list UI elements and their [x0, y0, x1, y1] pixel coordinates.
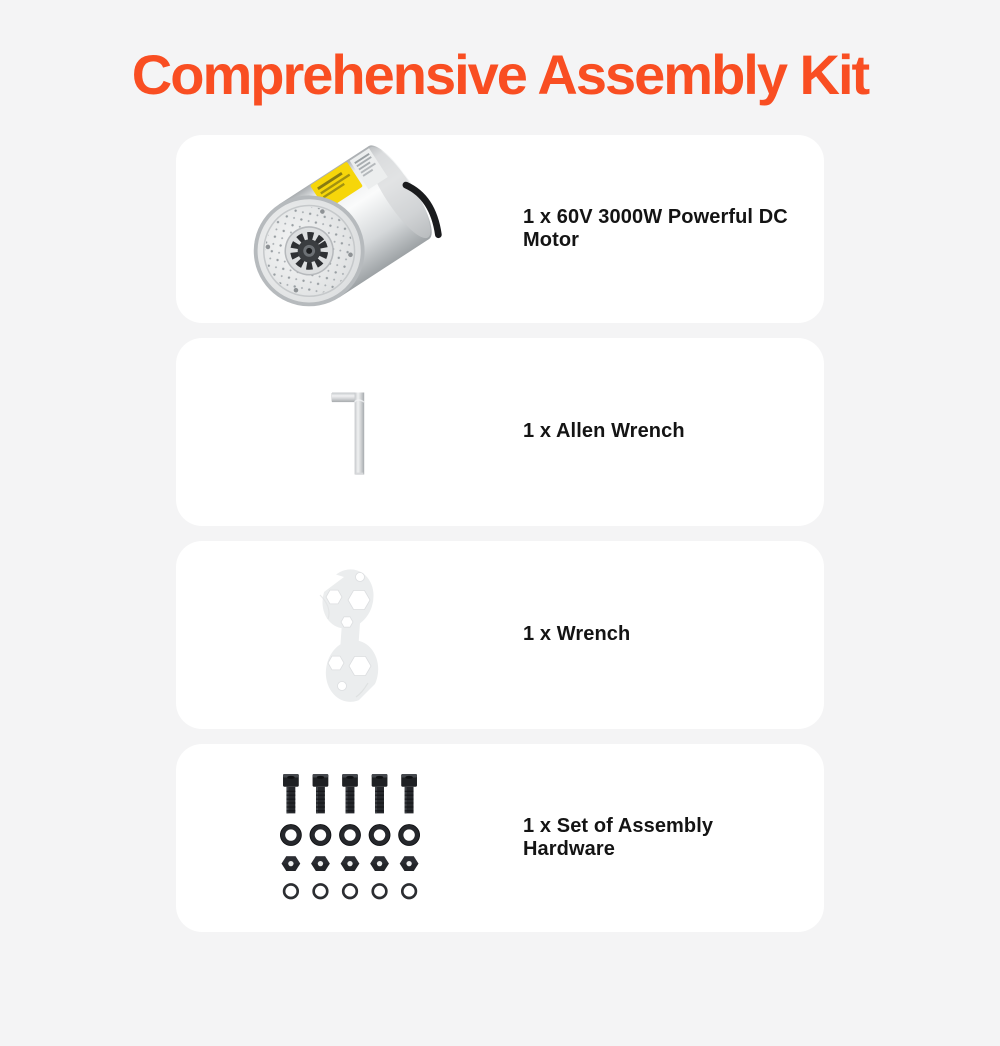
allen-wrench-icon — [328, 386, 372, 478]
wrench-icon — [306, 567, 394, 703]
page-title: Comprehensive Assembly Kit — [131, 43, 869, 106]
assembly-kit-infographic — [0, 43, 1000, 932]
kit-item-card-hardware — [176, 744, 824, 932]
kit-item-label: 1 x Wrench — [523, 623, 631, 646]
allen-wrench-image — [176, 338, 523, 526]
kit-item-card-motor — [176, 135, 824, 323]
kit-item-card-allen-wrench — [176, 338, 824, 526]
kit-item-label: 1 x Set of Assembly Hardware — [523, 814, 714, 860]
kit-item-list — [176, 135, 824, 932]
hardware-set-icon — [275, 772, 425, 904]
kit-item-card-wrench — [176, 541, 824, 729]
hardware-set-image — [176, 744, 523, 932]
dc-motor-icon — [247, 143, 453, 315]
dc-motor-image — [176, 135, 523, 323]
kit-item-label: 1 x 60V 3000W Powerful DC Motor — [523, 205, 788, 251]
kit-item-label: 1 x Allen Wrench — [523, 420, 685, 443]
wrench-image — [176, 541, 523, 729]
